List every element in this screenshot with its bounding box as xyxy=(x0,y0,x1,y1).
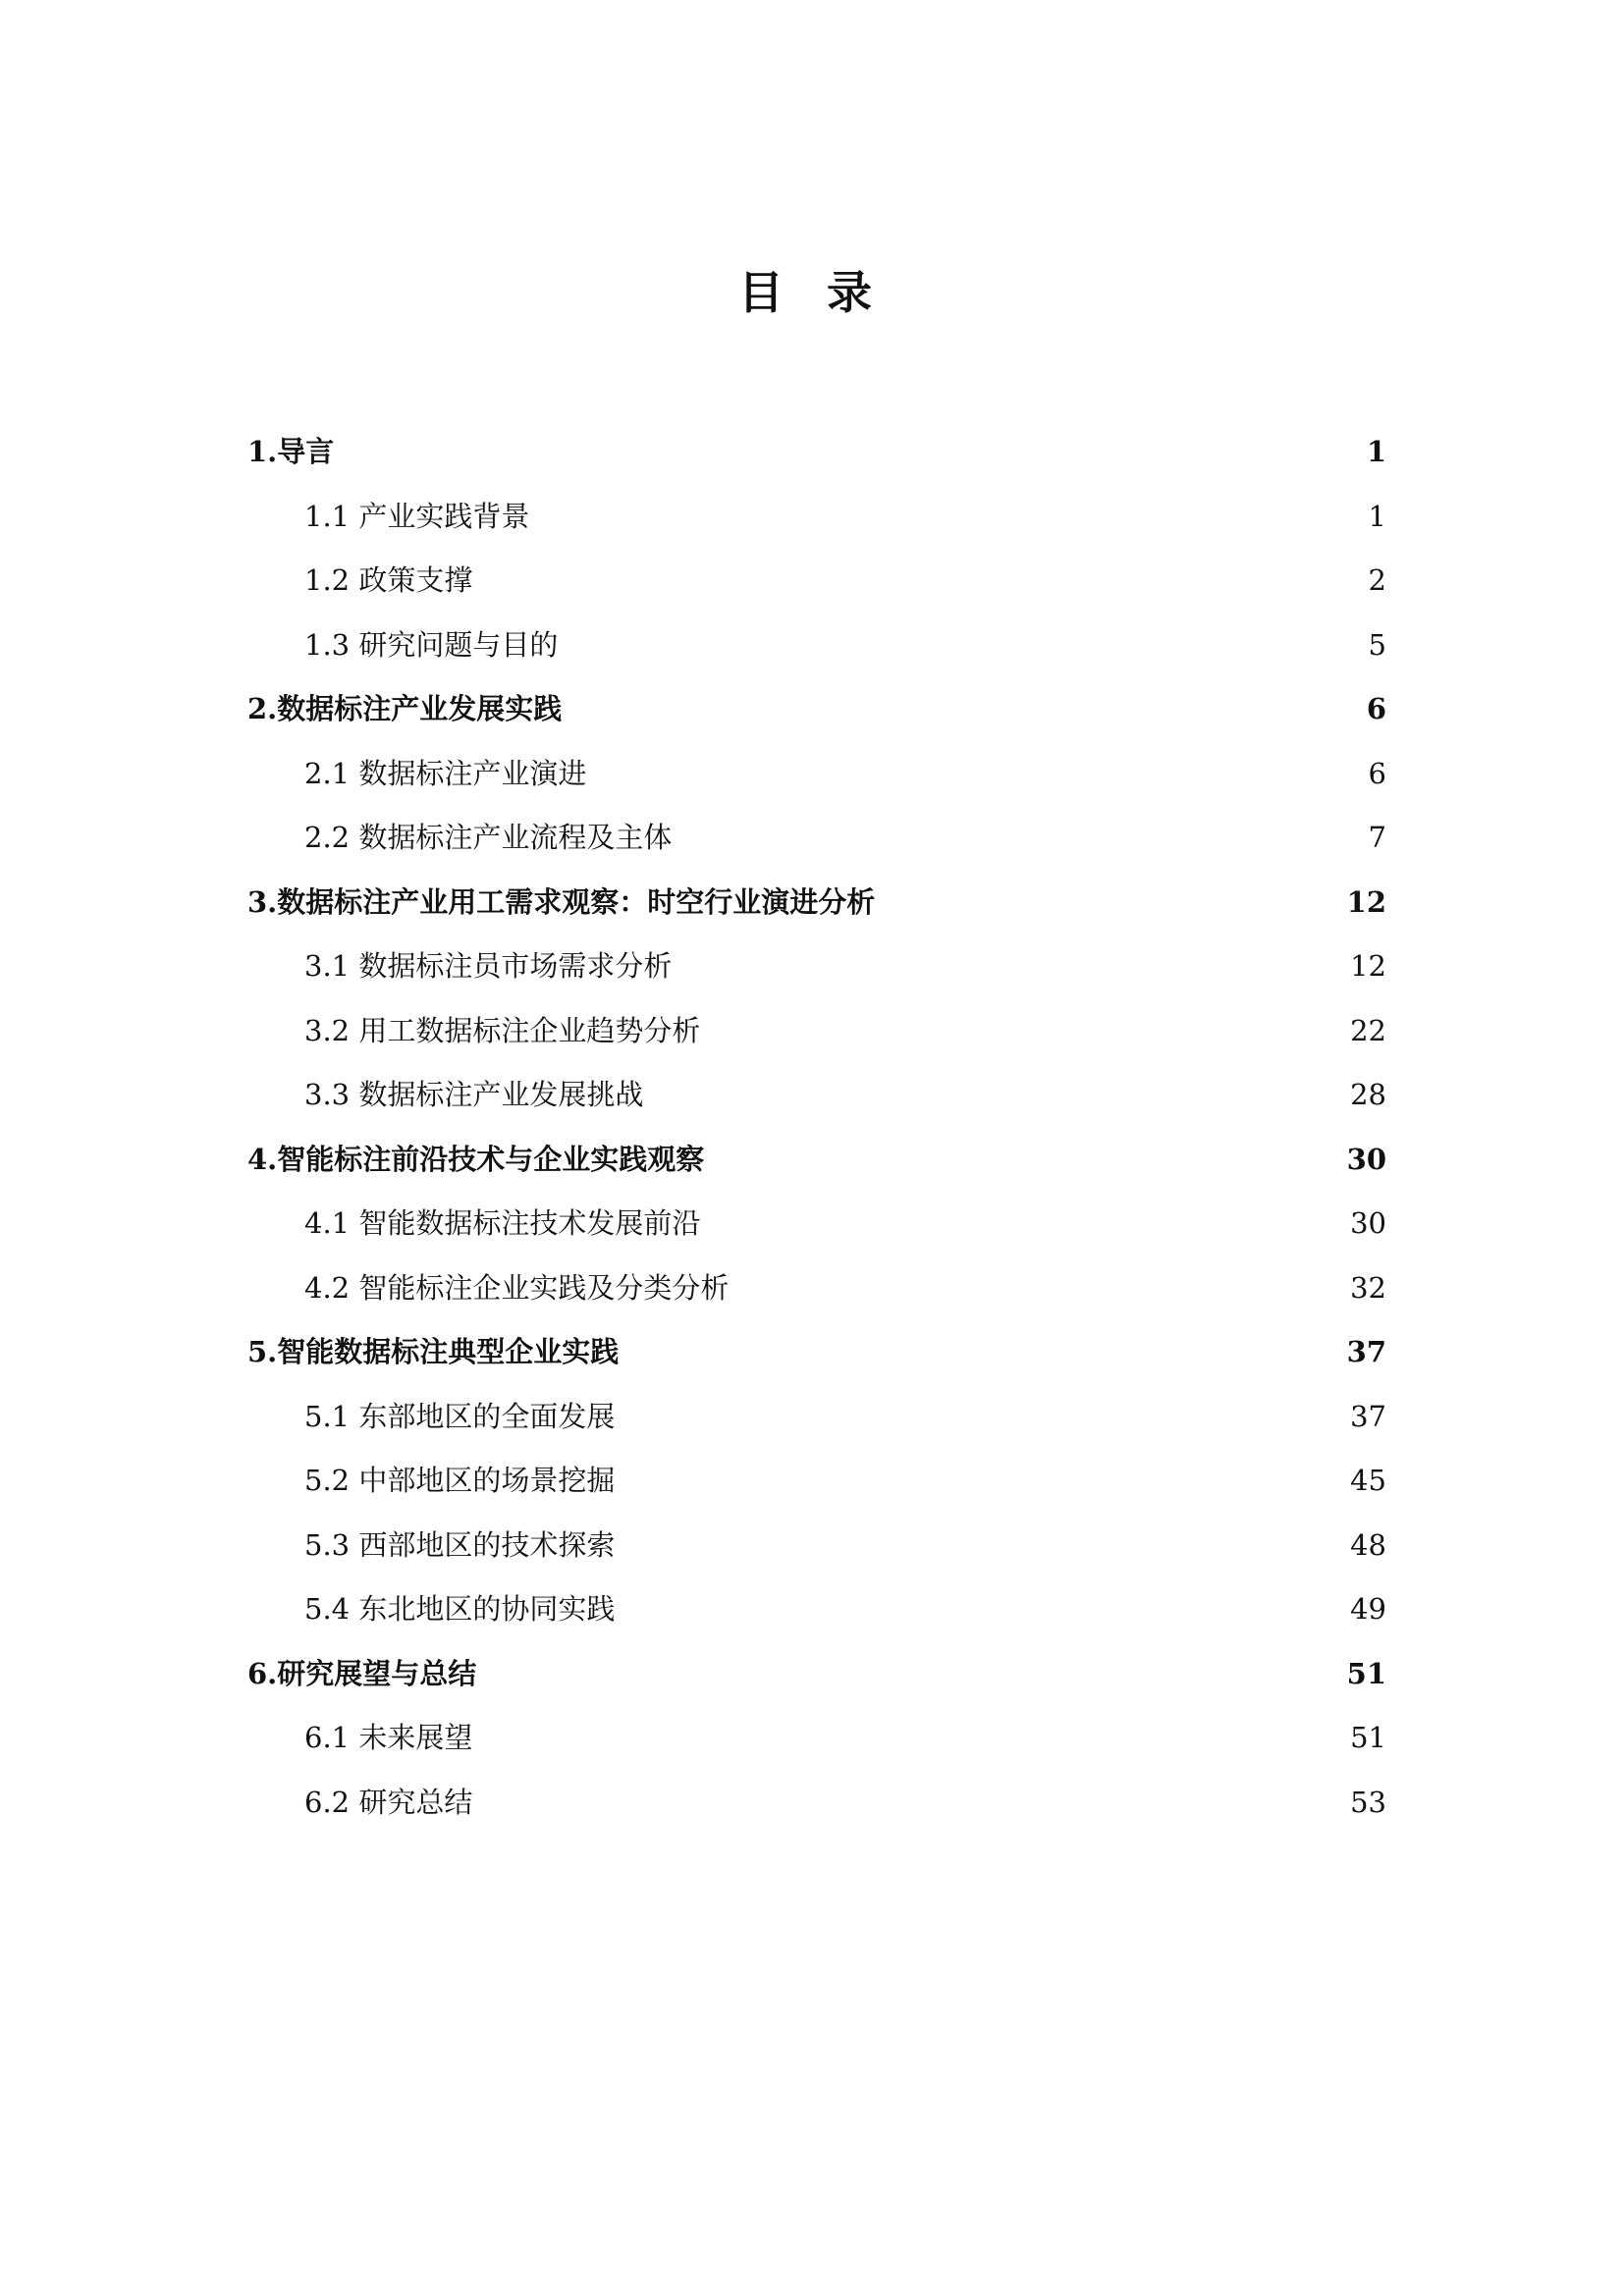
toc-entry-label: 4.1 智能数据标注技术发展前沿 xyxy=(304,1206,701,1240)
toc-page-number: 22 xyxy=(1350,1013,1386,1047)
toc-entry[interactable] xyxy=(247,1514,1386,1578)
toc-entry[interactable] xyxy=(247,1128,1386,1193)
toc-page-number: 51 xyxy=(1350,1721,1386,1754)
toc-entry-label: 5.2 中部地区的场景挖掘 xyxy=(304,1464,616,1497)
toc-entry-label: 2.2 数据标注产业流程及主体 xyxy=(304,821,673,854)
toc-page-number: 1 xyxy=(1368,499,1386,533)
toc-page-number: 5 xyxy=(1368,627,1386,662)
toc-entry[interactable] xyxy=(247,871,1386,935)
toc-page-number: 30 xyxy=(1346,1142,1386,1176)
toc-entry-label: 1.2 政策支撑 xyxy=(304,563,473,597)
toc-entry-label: 2.数据标注产业发展实践 xyxy=(247,692,563,725)
toc-page-number: 2 xyxy=(1368,563,1386,597)
toc-page-number: 6 xyxy=(1366,692,1386,725)
toc-entry-label: 4.智能标注前沿技术与企业实践观察 xyxy=(247,1142,705,1176)
toc-page-number: 6 xyxy=(1368,756,1386,790)
toc-page-number: 49 xyxy=(1350,1592,1386,1626)
toc-entry-label: 5.3 西部地区的技术探索 xyxy=(304,1527,616,1562)
toc-entry-label: 5.智能数据标注典型企业实践 xyxy=(247,1335,620,1368)
toc-page-number: 28 xyxy=(1350,1078,1386,1111)
toc-entry-label: 3.1 数据标注员市场需求分析 xyxy=(304,949,673,983)
toc-page-number: 37 xyxy=(1350,1399,1386,1433)
toc-entry-label: 5.1 东部地区的全面发展 xyxy=(304,1399,616,1433)
toc-page-number: 1 xyxy=(1366,435,1386,468)
toc-entry[interactable] xyxy=(247,1449,1386,1514)
toc-page-number: 12 xyxy=(1346,884,1386,919)
toc-entry[interactable] xyxy=(247,677,1386,742)
toc-page-number: 48 xyxy=(1350,1527,1386,1562)
toc-entry[interactable] xyxy=(247,1385,1386,1450)
toc-entry[interactable] xyxy=(247,1256,1386,1321)
toc-entry[interactable] xyxy=(247,806,1386,871)
toc-entry[interactable] xyxy=(247,999,1386,1064)
toc-entry[interactable] xyxy=(247,1063,1386,1128)
toc-entry-label: 5.4 东北地区的协同实践 xyxy=(304,1592,616,1626)
table-of-contents xyxy=(247,420,1386,1835)
toc-page-number: 45 xyxy=(1350,1464,1386,1497)
toc-entry[interactable] xyxy=(247,1706,1386,1771)
toc-entry[interactable] xyxy=(247,1771,1386,1836)
toc-page-number: 30 xyxy=(1350,1206,1386,1240)
toc-entry[interactable] xyxy=(247,485,1386,550)
toc-entry-label: 6.研究展望与总结 xyxy=(247,1656,477,1690)
toc-page-number: 37 xyxy=(1346,1335,1386,1368)
toc-entry-label: 3.3 数据标注产业发展挑战 xyxy=(304,1078,644,1111)
toc-entry-label: 1.导言 xyxy=(247,435,335,468)
toc-entry-label: 6.1 未来展望 xyxy=(304,1721,473,1754)
toc-page-number: 32 xyxy=(1350,1270,1386,1305)
toc-page-number: 12 xyxy=(1350,949,1386,983)
page-title: 目 录 xyxy=(737,266,886,319)
toc-page-number: 51 xyxy=(1346,1656,1386,1690)
toc-page-number: 7 xyxy=(1368,821,1386,854)
toc-page-number: 53 xyxy=(1350,1785,1386,1819)
toc-entry-label: 1.1 产业实践背景 xyxy=(304,499,530,533)
toc-entry[interactable] xyxy=(247,934,1386,999)
toc-entry[interactable] xyxy=(247,420,1386,485)
toc-entry-label: 1.3 研究问题与目的 xyxy=(304,627,559,662)
toc-entry-label: 3.2 用工数据标注企业趋势分析 xyxy=(304,1013,701,1047)
toc-entry[interactable] xyxy=(247,742,1386,807)
toc-entry-label: 4.2 智能标注企业实践及分类分析 xyxy=(304,1270,730,1305)
toc-entry-label: 3.数据标注产业用工需求观察：时空行业演进分析 xyxy=(247,884,876,919)
toc-entry-label: 6.2 研究总结 xyxy=(304,1785,473,1819)
toc-entry[interactable] xyxy=(247,1320,1386,1385)
toc-entry[interactable] xyxy=(247,1642,1386,1707)
toc-entry[interactable] xyxy=(247,1577,1386,1642)
toc-entry-label: 2.1 数据标注产业演进 xyxy=(304,756,587,790)
toc-entry[interactable] xyxy=(247,614,1386,678)
toc-entry[interactable] xyxy=(247,549,1386,614)
toc-entry[interactable] xyxy=(247,1192,1386,1256)
